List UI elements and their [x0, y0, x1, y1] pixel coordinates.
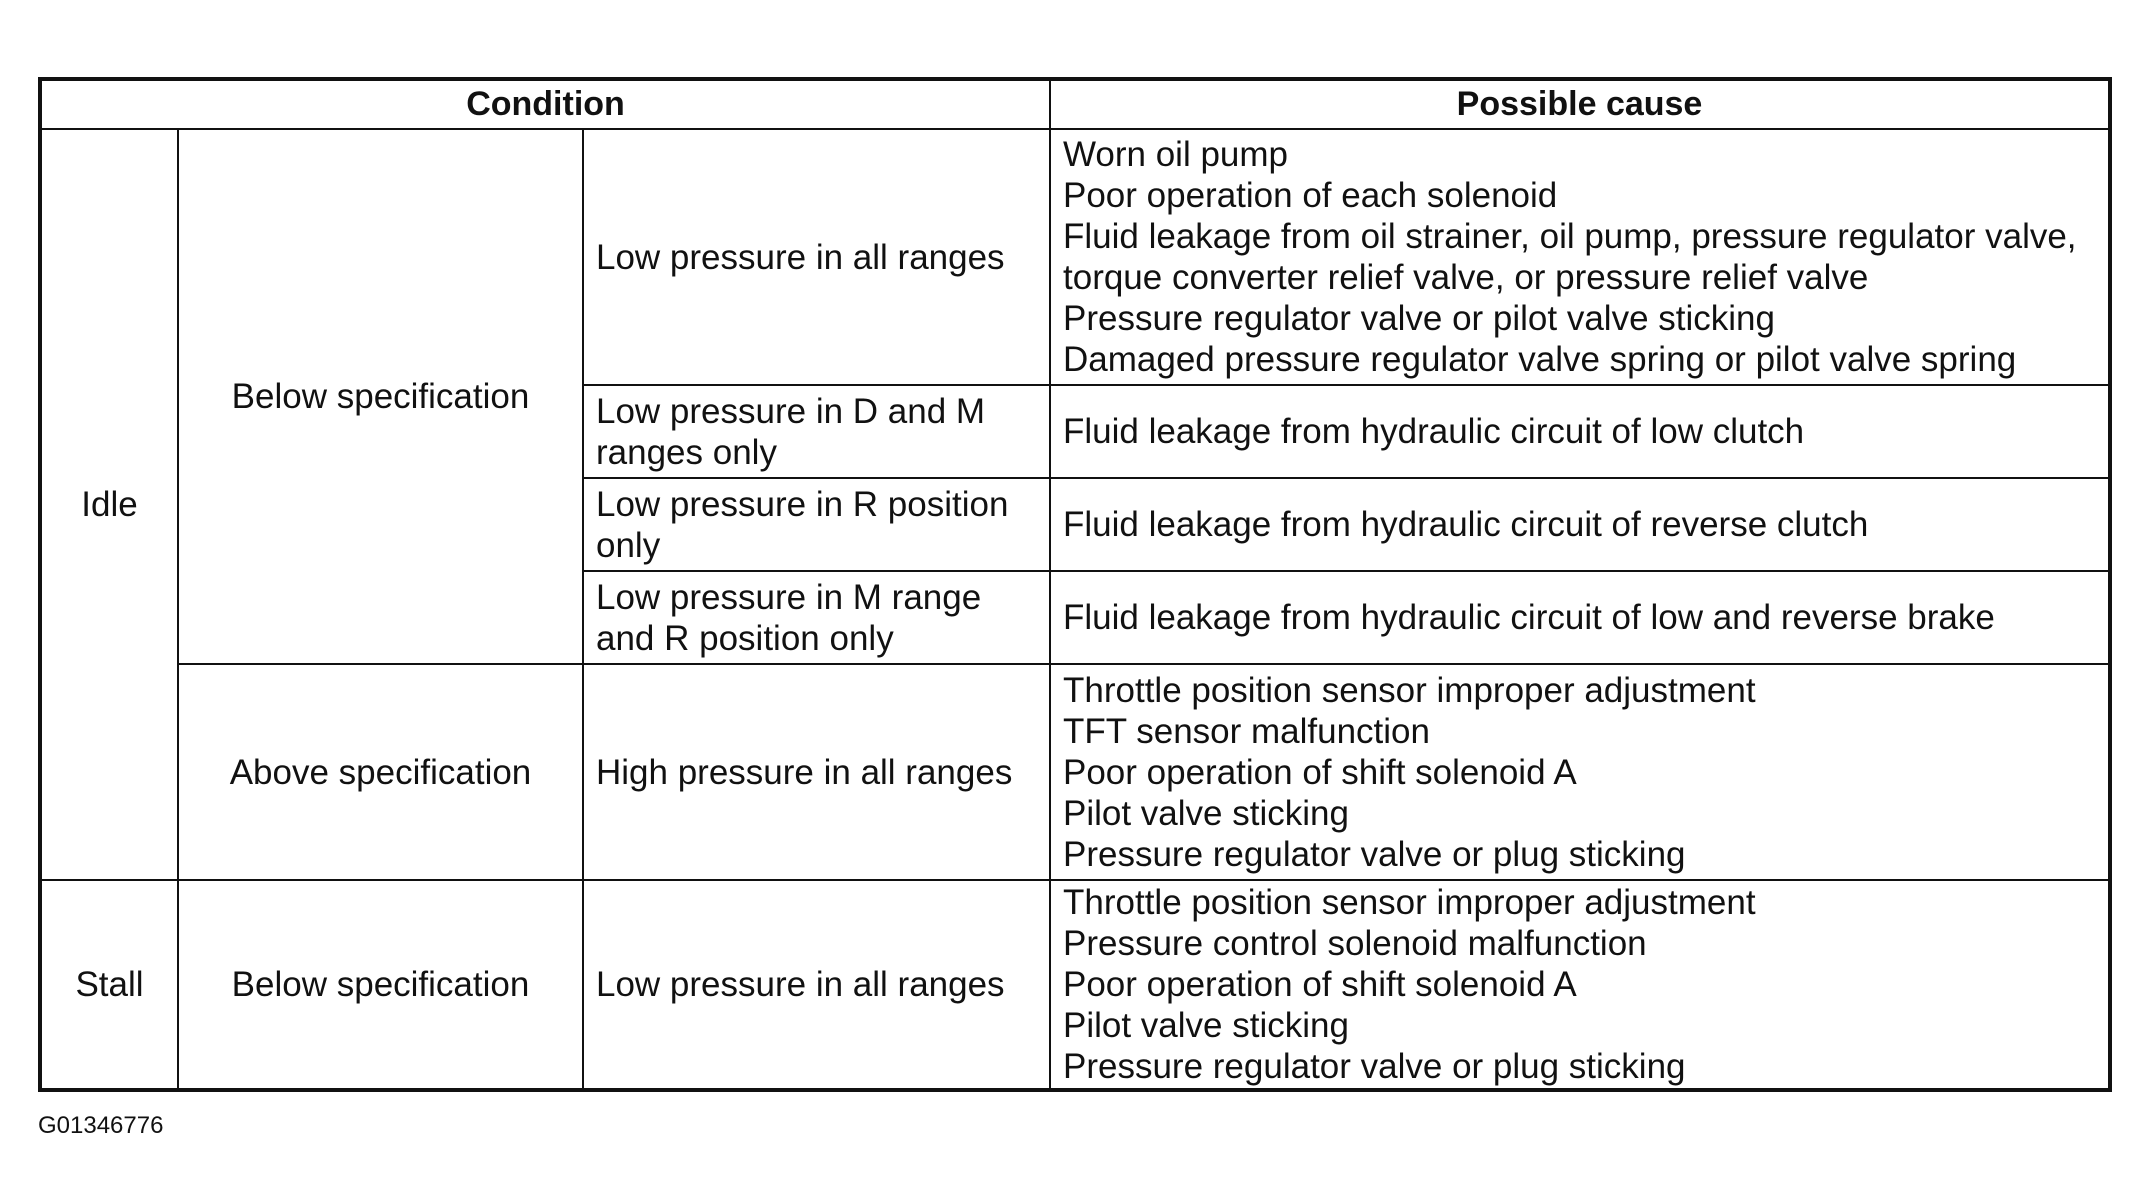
cause-cell — [1050, 880, 2110, 1090]
cause-item: Fluid leakage from hydraulic circuit of reverse clutch — [1063, 505, 1869, 544]
cause-cell — [1050, 664, 2110, 880]
spec-below-stall: Below specification — [178, 880, 583, 1090]
range-cell: Low pressure in R position only — [583, 478, 1050, 571]
header-row — [40, 79, 2110, 129]
condition-header: Condition — [40, 79, 1050, 129]
range-cell: Low pressure in M range and R position only — [583, 571, 1050, 664]
cause-item: Fluid leakage from hydraulic circuit of low clutch — [1063, 412, 1805, 451]
cause-cell — [1050, 571, 2110, 664]
cause-item: Pressure regulator valve or pilot valve sticking — [1063, 299, 1775, 338]
cause-item: Pressure regulator valve or plug sticking — [1063, 834, 1686, 874]
diagnosis-table — [38, 77, 2112, 1092]
spec-below-idle: Below specification — [178, 129, 583, 664]
cause-cell — [1050, 129, 2110, 385]
table-row — [40, 664, 2110, 880]
cause-item: Pressure control solenoid malfunction — [1063, 924, 1647, 963]
cause-item: Poor operation of shift solenoid A — [1063, 752, 1577, 792]
phase-idle: Idle — [40, 129, 178, 880]
spec-above-idle: Above specification — [178, 664, 583, 880]
cause-item: Throttle position sensor improper adjustment — [1063, 670, 1756, 710]
cause-item: Pressure regulator valve or plug sticking — [1063, 1047, 1686, 1086]
cause-item: Worn oil pump — [1063, 135, 1289, 174]
cause-cell — [1050, 385, 2110, 478]
table-row — [40, 129, 2110, 385]
possible-cause-header: Possible cause — [1050, 79, 2110, 129]
range-cell: Low pressure in all ranges — [583, 880, 1050, 1090]
cause-item: Poor operation of shift solenoid A — [1063, 965, 1577, 1004]
cause-item: Pilot valve sticking — [1063, 1006, 1349, 1045]
cause-item: Damaged pressure regulator valve spring or pilot valve spring — [1063, 340, 2017, 379]
cause-item: Fluid leakage from oil strainer, oil pump, pressure regulator valve, torque converter relief valve, or pressure relief valve — [1063, 217, 2077, 297]
cause-cell — [1050, 478, 2110, 571]
cause-item: Pilot valve sticking — [1063, 793, 1349, 833]
cause-item: TFT sensor malfunction — [1063, 711, 1430, 751]
phase-stall: Stall — [40, 880, 178, 1090]
cause-item: Throttle position sensor improper adjustment — [1063, 883, 1756, 922]
range-cell: Low pressure in all ranges — [583, 129, 1050, 385]
table-row — [40, 880, 2110, 1090]
cause-item: Fluid leakage from hydraulic circuit of low and reverse brake — [1063, 598, 1995, 637]
cause-item: Poor operation of each solenoid — [1063, 176, 1558, 215]
document-id: G01346776 — [38, 1112, 164, 1139]
range-cell: Low pressure in D and M ranges only — [583, 385, 1050, 478]
range-cell: High pressure in all ranges — [583, 664, 1050, 880]
